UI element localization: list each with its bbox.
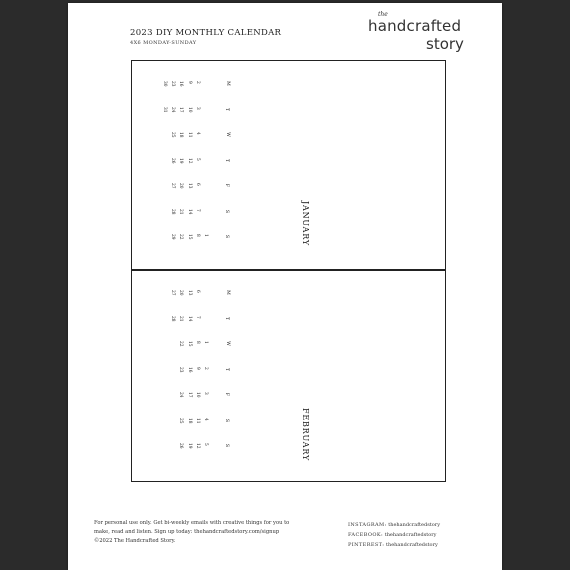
calendar-sheet [68,3,502,570]
date-cell: 10 [194,392,200,398]
date-cell: 13 [186,290,192,296]
date-cell: 14 [186,208,192,214]
date-cell: 18 [178,132,184,138]
weekday-label: S [224,418,230,422]
date-cell: 30 [162,81,167,87]
date-cell: 15 [186,234,192,240]
weekday-label: F [224,392,230,397]
instagram-label: INSTAGRAM: [348,522,387,528]
date-cell: 7 [194,208,200,212]
date-cell: 4 [203,417,208,421]
weekday-label: T [224,107,230,111]
facebook-label: FACEBOOK: [348,532,384,538]
date-cell: 23 [178,366,184,372]
instagram-handle[interactable]: thehandcraftedstory [388,522,441,528]
page-title: 2023 DIY MONTHLY CALENDAR [130,28,282,38]
date-cell: 16 [186,366,192,372]
date-cell: 5 [203,443,208,446]
date-cell: 10 [186,106,192,112]
date-cell: 15 [186,341,192,347]
date-cell: 25 [170,132,176,138]
facebook-handle[interactable]: thehandcraftedstory [384,532,437,538]
weekday-label: S [224,234,230,239]
date-cell: 16 [178,81,184,87]
date-cell: 8 [194,341,200,344]
date-cell: 20 [178,290,184,296]
date-cell: 12 [194,443,200,449]
date-cell: 21 [178,315,184,321]
date-cell: 24 [178,392,184,398]
instagram-row [348,520,440,530]
date-cell: 21 [178,208,184,214]
social-links [348,520,440,550]
date-cell: 17 [186,392,192,398]
footer-line: For personal use only. Get bi-weekly emails with creative things for you to [94,520,290,526]
date-cell: 2 [203,366,208,370]
date-cell: 19 [178,157,184,163]
date-cell: 11 [194,417,200,423]
date-cell: 7 [194,315,200,319]
date-cell: 18 [186,417,192,423]
date-cell: 28 [170,315,176,321]
date-cell: 9 [186,81,192,84]
date-cell: 14 [186,315,192,321]
date-cell: 12 [186,157,192,163]
weekday-label: T [224,367,230,371]
date-cell: 17 [178,106,184,112]
date-cell: 6 [194,290,200,293]
pinterest-label: PINTEREST: [348,542,385,548]
page-subtitle: 4X6 MONDAY-SUNDAY [130,40,197,46]
brand-logo [368,11,478,59]
date-cell: 11 [186,132,192,138]
facebook-row [348,530,440,540]
date-cell: 1 [203,341,208,344]
month-card-january [131,60,446,271]
weekday-label: T [224,316,230,320]
footer-line: make, read and listen. Sign up today: thehandcraftedstory.com/signup [94,529,280,535]
weekday-label: F [224,183,230,188]
month-card-february [131,269,446,482]
date-cell: 20 [178,183,184,189]
date-cell: 24 [170,106,176,112]
date-cell: 6 [194,183,200,186]
date-cell: 3 [194,106,200,110]
footer-note [94,519,324,546]
logo-handcrafted: handcrafted [368,17,462,35]
weekday-label: M [224,81,230,86]
date-cell: 5 [194,157,200,161]
date-cell: 22 [178,341,184,347]
pinterest-handle[interactable]: thehandcraftedstory [385,542,438,548]
date-cell: 31 [162,106,167,112]
date-cell: 27 [170,290,176,296]
weekday-label: M [224,290,230,295]
date-cell: 25 [178,417,184,423]
date-cell: 4 [194,132,200,135]
date-cell: 2 [194,81,200,84]
weekday-label: S [224,209,230,213]
date-cell: 19 [186,443,192,449]
date-cell: 26 [178,443,184,449]
weekday-label: W [224,132,230,137]
date-cell: 9 [194,366,200,370]
weekday-label: T [224,158,230,162]
date-cell: 13 [186,183,192,189]
logo-story: story [426,35,464,53]
date-cell: 27 [170,183,176,189]
month-name: JANUARY [301,201,310,246]
date-cell: 26 [170,157,176,163]
date-cell: 22 [178,234,184,240]
date-cell: 23 [170,81,176,87]
weekday-label: S [224,443,230,448]
date-cell: 3 [203,392,208,395]
pinterest-row [348,540,440,550]
footer-line: ©2022 The Handcrafted Story. [94,538,176,544]
month-name: FEBRUARY [301,408,310,462]
date-cell: 28 [170,208,176,214]
date-cell: 29 [170,234,176,240]
date-cell: 1 [203,234,208,237]
logo-the: the [378,11,388,18]
weekday-label: W [224,341,230,346]
date-cell: 8 [194,234,200,237]
